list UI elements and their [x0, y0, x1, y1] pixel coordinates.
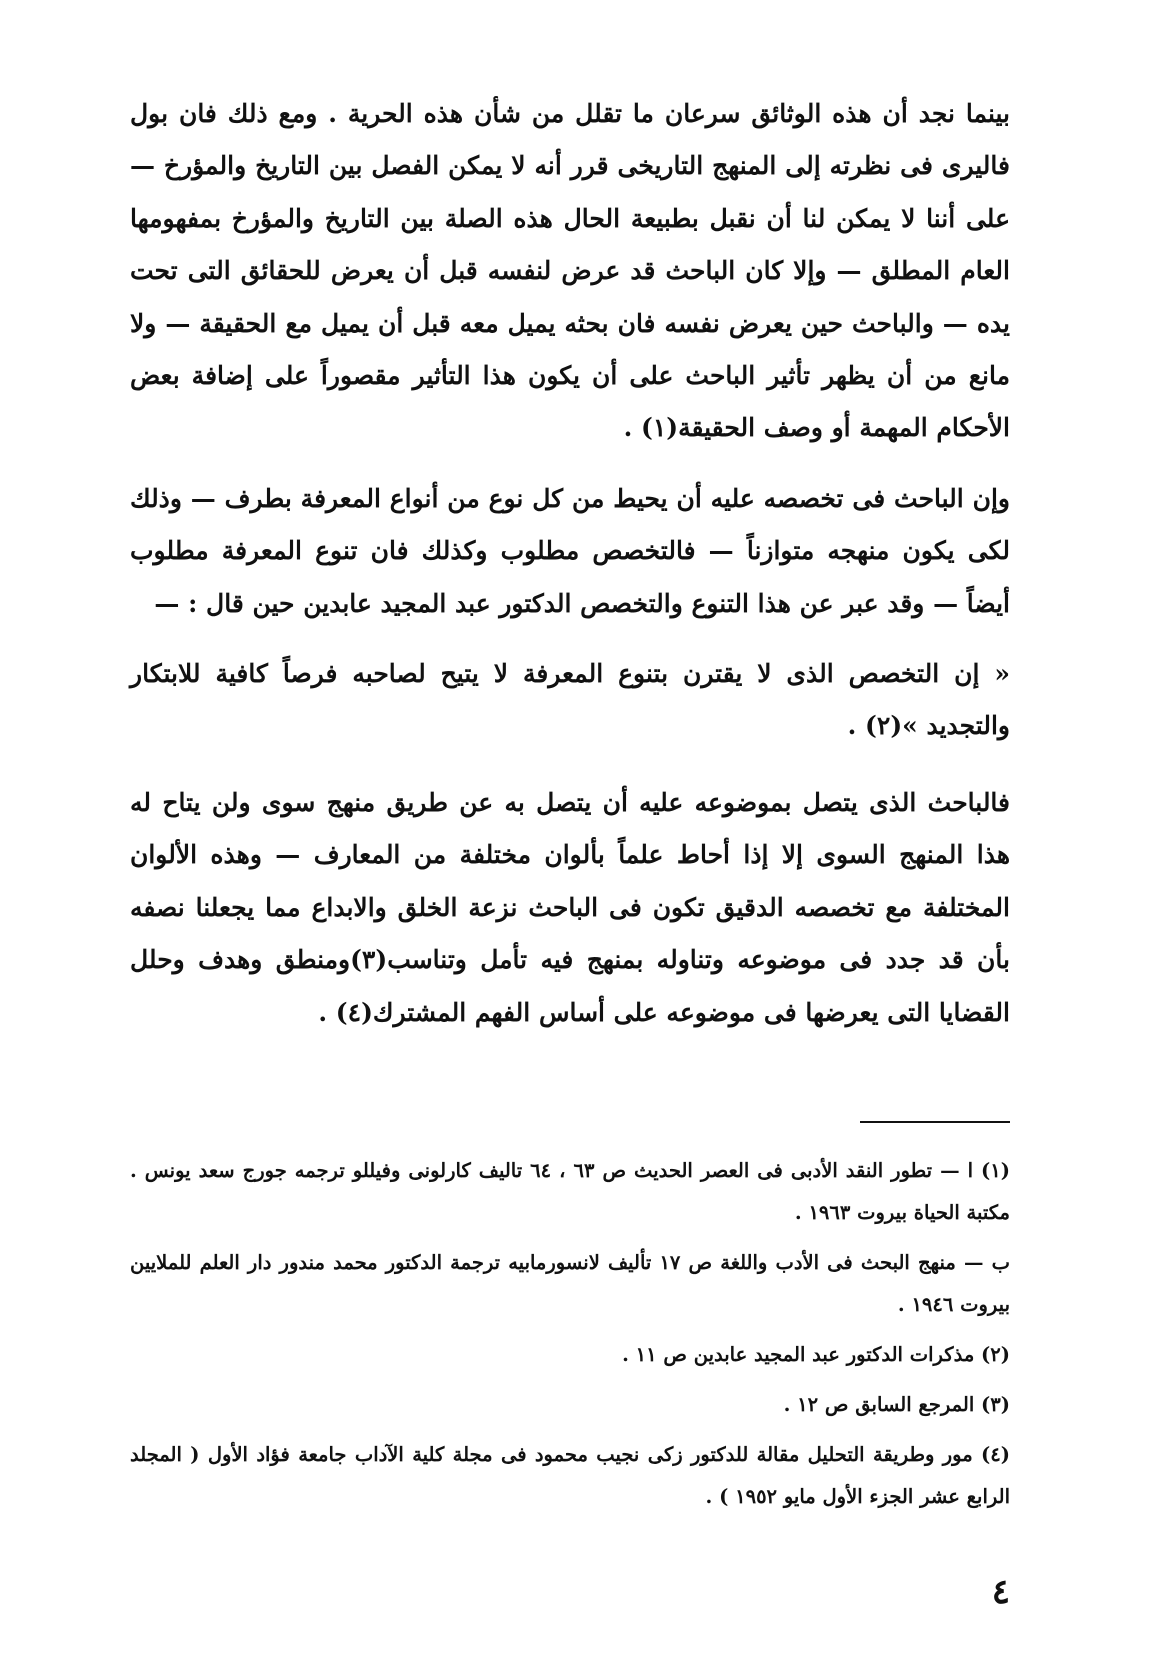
- footnote-4: (٤) مور وطريقة التحليل مقالة للدكتور زكى نجيب محمود فى مجلة كلية الآداب جامعة فؤاد الأول ( المجلد الرابع عشر الجزء الأول مايو ١٩٥٢ ) .: [130, 1443, 1010, 1508]
- footnotes: [130, 1150, 1010, 1526]
- footnote-2: (٢) مذكرات الدكتور عبد المجيد عابدين ص ١١ .: [622, 1343, 1010, 1366]
- main-text: [130, 88, 1010, 1057]
- footnote-3: (٣) المرجع السابق ص ١٢ .: [783, 1393, 1010, 1416]
- quote-paragraph: « إن التخصص الذى لا يقترن بتنوع المعرفة لا يتيح لصاحبه فرصاً كافية للابتكار والتجديد »(٢) .: [130, 659, 1010, 741]
- footnote-divider: [860, 1121, 1010, 1123]
- paragraph-4: فالباحث الذى يتصل بموضوعه عليه أن يتصل به عن طريق منهج سوى ولن يتاح له هذا المنهج السوى إلا إذا أحاط علماً بألوان مختلفة من المعارف — وهذه الألوان المختلفة مع تخصصه الدقيق تكون فى الباحث نزعة الخلق والابداع مما يجعلنا نصفه بأن قد جدد فى موضوعه وتناوله بمنهج فيه تأمل وتناسب(٣)ومنطق وهدف وحلل القضايا التى يعرضها فى موضوعه على أساس الفهم المشترك(٤) .: [130, 787, 1011, 1027]
- footnote-1b: ب — منهج البحث فى الأدب واللغة ص ١٧ تأليف لانسورمابيه ترجمة الدكتور محمد مندور دار العلم للملايين بيروت ١٩٤٦ .: [130, 1251, 1010, 1316]
- page-number: ٤: [991, 1572, 1010, 1612]
- paragraph-1: بينما نجد أن هذه الوثائق سرعان ما تقلل من شأن هذه الحرية . ومع ذلك فان بول فاليرى فى نظرته إلى المنهج التاريخى قرر أنه لا يمكن الفصل بين التاريخ والمؤرخ — على أننا لا يمكن لنا أن نقبل بطبيعة الحال هذه الصلة بين التاريخ والمؤرخ بمفهومها العام المطلق — وإلا كان الباحث قد عرض لنفسه قبل أن يعرض للحقائق التى تحت يده — والباحث حين يعرض نفسه فان بحثه يميل معه قبل أن يميل مع الحقيقة — ولا مانع من أن يظهر تأثير الباحث على أن يكون هذا التأثير مقصوراً على إضافة بعض الأحكام المهمة أو وصف الحقيقة(١) .: [130, 99, 1010, 443]
- paragraph-2: وإن الباحث فى تخصصه عليه أن يحيط من كل نوع من أنواع المعرفة بطرف — وذلك لكى يكون منهجه متوازناً — فالتخصص مطلوب وكذلك فان تنوع المعرفة مطلوب أيضاً — وقد عبر عن هذا التنوع والتخصص الدكتور عبد المجيد عابدين حين قال : —: [130, 483, 1010, 618]
- footnote-1a: (١) ا — تطور النقد الأدبى فى العصر الحديث ص ٦٣ ، ٦٤ تاليف كارلونى وفيللو ترجمه جورج سعد يونس . مكتبة الحياة بيروت ١٩٦٣ .: [130, 1159, 1011, 1224]
